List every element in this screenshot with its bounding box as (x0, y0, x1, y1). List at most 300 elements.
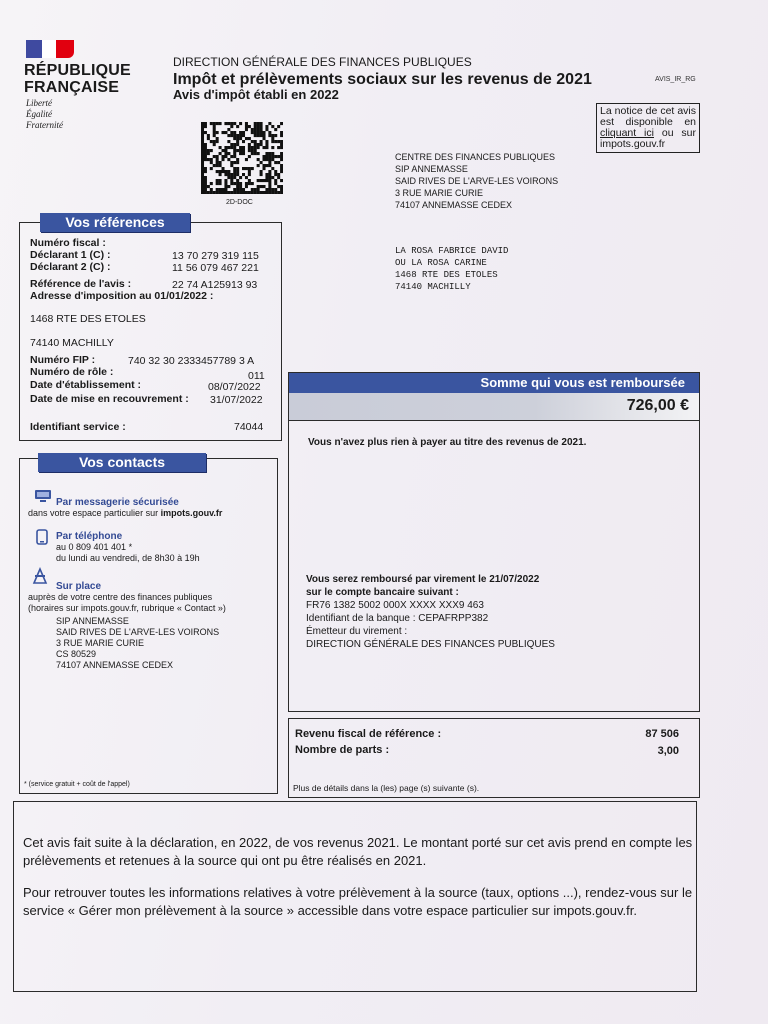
qr-module (233, 182, 236, 185)
qr-module (201, 143, 204, 146)
qr-module (271, 137, 274, 140)
qr-module (277, 140, 280, 143)
qr-module (248, 149, 251, 152)
qr-module (265, 188, 268, 191)
qr-module (233, 167, 236, 170)
phone-icon (36, 529, 48, 545)
qr-module (280, 143, 283, 146)
2d-doc-code (201, 122, 283, 194)
qr-module (216, 155, 219, 158)
qr-module (248, 191, 251, 194)
qr-module (219, 152, 222, 155)
qr-module (207, 191, 210, 194)
qr-module (236, 149, 239, 152)
qr-module (201, 170, 204, 173)
qr-module (227, 134, 230, 137)
qr-module (204, 188, 207, 191)
qr-module (224, 152, 227, 155)
qr-module (201, 185, 204, 188)
qr-module (224, 185, 227, 188)
declarant1-value: 13 70 279 319 115 (172, 250, 259, 262)
refund-amount-bar (289, 393, 699, 421)
refund-title: Somme qui vous est remboursée (289, 373, 699, 393)
qr-module (213, 140, 216, 143)
qr-module (242, 191, 245, 194)
qr-module (236, 191, 239, 194)
qr-module (277, 146, 280, 149)
qr-module (233, 122, 236, 125)
qr-module (274, 173, 277, 176)
role-label: Numéro de rôle : (30, 366, 114, 378)
qr-module (213, 122, 216, 125)
qr-module (233, 146, 236, 149)
qr-module (239, 122, 242, 125)
adresse-line2: 74140 MACHILLY (30, 337, 114, 349)
qr-module (263, 131, 266, 134)
qr-module (245, 182, 248, 185)
qr-module (268, 131, 271, 134)
qr-module (216, 131, 219, 134)
qr-module (201, 173, 204, 176)
qr-module (201, 128, 204, 131)
qr-module (260, 173, 263, 176)
qr-module (201, 134, 204, 137)
qr-module (204, 122, 207, 125)
qr-module (263, 137, 266, 140)
qr-module (271, 146, 274, 149)
document-title: Impôt et prélèvements sociaux sur les revenus de 2021 (173, 71, 592, 88)
qr-module (236, 179, 239, 182)
qr-module (277, 155, 280, 158)
qr-module (271, 176, 274, 179)
qr-module (201, 149, 204, 152)
qr-module (227, 146, 230, 149)
qr-module (230, 182, 233, 185)
qr-module (271, 140, 274, 143)
qr-module (263, 155, 266, 158)
qr-module (222, 170, 225, 173)
qr-module (219, 179, 222, 182)
qr-module (230, 125, 233, 128)
qr-module (227, 185, 230, 188)
qr-module (230, 191, 233, 194)
motto: Liberté Égalité Fraternité (26, 98, 63, 130)
qr-module (260, 122, 263, 125)
qr-module (210, 191, 213, 194)
qr-module (201, 125, 204, 128)
qr-module (257, 179, 260, 182)
qr-module (263, 179, 266, 182)
document-subtitle: Avis d'impôt établi en 2022 (173, 87, 339, 102)
qr-module (213, 125, 216, 128)
qr-module (239, 185, 242, 188)
qr-module (210, 140, 213, 143)
qr-module (271, 158, 274, 161)
qr-module (245, 176, 248, 179)
qr-module (271, 152, 274, 155)
qr-module (257, 185, 260, 188)
qr-module (233, 170, 236, 173)
qr-module (242, 152, 245, 155)
qr-module (216, 179, 219, 182)
qr-module (201, 146, 204, 149)
qr-module (224, 179, 227, 182)
qr-module (242, 131, 245, 134)
qr-module (257, 164, 260, 167)
qr-module (251, 167, 254, 170)
qr-module (254, 125, 257, 128)
qr-module (222, 191, 225, 194)
qr-module (268, 134, 271, 137)
qr-module (239, 137, 242, 140)
recouv-value: 31/07/2022 (210, 394, 263, 406)
qr-module (260, 170, 263, 173)
qr-module (230, 164, 233, 167)
qr-module (204, 170, 207, 173)
qr-module (210, 122, 213, 125)
qr-module (227, 170, 230, 173)
qr-module (236, 158, 239, 161)
qr-module (245, 158, 248, 161)
qr-module (257, 191, 260, 194)
qr-module (257, 143, 260, 146)
qr-module (268, 155, 271, 158)
qr-module (219, 173, 222, 176)
qr-module (254, 152, 257, 155)
qr-module (265, 191, 268, 194)
qr-module (204, 167, 207, 170)
qr-module (219, 182, 222, 185)
qr-module (251, 149, 254, 152)
qr-module (254, 143, 257, 146)
qr-module (222, 167, 225, 170)
qr-module (219, 146, 222, 149)
qr-module (265, 179, 268, 182)
qr-module (265, 173, 268, 176)
references-box (19, 214, 282, 441)
qr-module (224, 173, 227, 176)
qr-module (230, 131, 233, 134)
qr-module (280, 179, 283, 182)
qr-module (260, 131, 263, 134)
qr-module (239, 146, 242, 149)
qr-module (216, 164, 219, 167)
qr-module (254, 131, 257, 134)
qr-module (248, 167, 251, 170)
qr-module (268, 152, 271, 155)
qr-module (274, 188, 277, 191)
fip-label: Numéro FIP : (30, 354, 96, 366)
qr-module (260, 179, 263, 182)
service-value: 74044 (234, 421, 264, 433)
qr-module (204, 152, 207, 155)
document-code: AVIS_IR_RG (655, 76, 696, 83)
qr-module (224, 182, 227, 185)
qr-module (280, 158, 283, 161)
qr-module (277, 161, 280, 164)
qr-module (210, 161, 213, 164)
qr-module (274, 179, 277, 182)
qr-module (230, 176, 233, 179)
fip-value: 740 32 30 2333457789 3 A (128, 355, 255, 367)
qr-module (248, 170, 251, 173)
qr-module (219, 161, 222, 164)
qr-module (224, 149, 227, 152)
qr-module (277, 173, 280, 176)
qr-module (239, 176, 242, 179)
qr-module (230, 179, 233, 182)
adresse-label: Adresse d'imposition au 01/01/2022 : (30, 290, 214, 302)
qr-module (257, 125, 260, 128)
qr-module (280, 134, 283, 137)
rfr-label: Revenu fiscal de référence : (295, 728, 442, 740)
qr-module (254, 140, 257, 143)
qr-module (248, 155, 251, 158)
qr-module (265, 155, 268, 158)
qr-module (227, 176, 230, 179)
qr-module (277, 176, 280, 179)
qr-module (233, 161, 236, 164)
qr-module (280, 164, 283, 167)
adresse-line1: 1468 RTE DES ETOLES (30, 313, 146, 325)
qr-module (245, 125, 248, 128)
qr-module (280, 152, 283, 155)
qr-module (201, 122, 204, 125)
qr-module (233, 155, 236, 158)
qr-module (268, 164, 271, 167)
qr-module (224, 122, 227, 125)
qr-module (271, 191, 274, 194)
qr-module (274, 191, 277, 194)
qr-module (263, 185, 266, 188)
qr-module (248, 182, 251, 185)
qr-module (274, 128, 277, 131)
declarant1-label: Déclarant 1 (C) : (30, 249, 111, 261)
role-value: 011 (248, 370, 265, 382)
refund-box (288, 372, 700, 712)
qr-module (280, 167, 283, 170)
qr-module (263, 191, 266, 194)
qr-module (230, 173, 233, 176)
qr-module (201, 161, 204, 164)
qr-module (280, 146, 283, 149)
qr-module (265, 152, 268, 155)
qr-module (236, 182, 239, 185)
qr-module (230, 155, 233, 158)
qr-module (251, 131, 254, 134)
qr-module (216, 170, 219, 173)
qr-module (263, 167, 266, 170)
qr-module (227, 152, 230, 155)
qr-module (201, 164, 204, 167)
qr-module (260, 191, 263, 194)
qr-module (201, 152, 204, 155)
ref-avis-value: 22 74 A125913 93 (172, 279, 258, 291)
recouv-label: Date de mise en recouvrement : (30, 393, 189, 405)
qr-module (224, 170, 227, 173)
qr-module (210, 188, 213, 191)
qr-module (274, 134, 277, 137)
qr-module (251, 191, 254, 194)
qr-module (219, 188, 222, 191)
qr-module (201, 188, 204, 191)
qr-module (260, 185, 263, 188)
qr-module (257, 134, 260, 137)
qr-module (239, 191, 242, 194)
qr-module (219, 164, 222, 167)
qr-module (204, 179, 207, 182)
qr-module (213, 143, 216, 146)
qr-module (242, 140, 245, 143)
notice-link[interactable]: cliquant ici (600, 127, 654, 139)
qr-module (207, 137, 210, 140)
qr-module (254, 128, 257, 131)
qr-module (207, 158, 210, 161)
qr-module (230, 122, 233, 125)
nothing-to-pay: Vous n'avez plus rien à payer au titre des revenus de 2021. (308, 437, 587, 448)
qr-module (204, 185, 207, 188)
qr-module (213, 134, 216, 137)
qr-module (254, 188, 257, 191)
qr-module (239, 188, 242, 191)
qr-module (233, 143, 236, 146)
contact-sur-place: Sur place auprès de votre centre des finances publiques (horaires sur impots.gouv.fr, rubrique « Contact ») SIP ANNEMASSE SAID RIVES DE L'ARVE-LES VOIRONS 3 RUE MARIE CURIE CS 80529 74107 ANNEMASSE CEDEX (28, 581, 226, 670)
contact-telephone: Par téléphone au 0 809 401 401 * du lundi au vendredi, de 8h30 à 19h (56, 531, 200, 563)
rfr-value: 87 506 (645, 728, 679, 740)
qr-module (271, 125, 274, 128)
contacts-box (19, 454, 278, 794)
qr-module (251, 146, 254, 149)
qr-module (251, 152, 254, 155)
qr-module (260, 128, 263, 131)
qr-module (265, 143, 268, 146)
qr-module (280, 155, 283, 158)
qr-module (239, 149, 242, 152)
fiscal-box (288, 718, 700, 798)
qr-module (242, 188, 245, 191)
qr-module (213, 191, 216, 194)
qr-module (248, 146, 251, 149)
qr-module (242, 167, 245, 170)
qr-module (210, 182, 213, 185)
qr-module (227, 128, 230, 131)
qr-module (227, 158, 230, 161)
qr-module (251, 140, 254, 143)
qr-module (280, 131, 283, 134)
qr-module (248, 173, 251, 176)
qr-module (239, 182, 242, 185)
qr-module (271, 167, 274, 170)
declarant2-value: 11 56 079 467 221 (172, 262, 259, 274)
sender-address: CENTRE DES FINANCES PUBLIQUES SIP ANNEMASSE SAID RIVES DE L'ARVE-LES VOIRONS 3 RUE MARIE CURIE 74107 ANNEMASSE CEDEX (395, 152, 559, 210)
qr-module (265, 125, 268, 128)
qr-module (268, 191, 271, 194)
qr-module (233, 191, 236, 194)
qr-module (224, 155, 227, 158)
qr-module (213, 131, 216, 134)
qr-module (242, 173, 245, 176)
qr-module (236, 140, 239, 143)
dgfip-label: DIRECTION GÉNÉRALE DES FINANCES PUBLIQUES (173, 55, 472, 69)
qr-module (233, 152, 236, 155)
marianne-flag-logo (26, 40, 74, 58)
qr-module (236, 134, 239, 137)
declarant2-label: Déclarant 2 (C) : (30, 261, 111, 273)
qr-module (245, 122, 248, 125)
qr-module (233, 137, 236, 140)
qr-module (254, 122, 257, 125)
qr-module (245, 128, 248, 131)
qr-module (268, 179, 271, 182)
service-label: Identifiant service : (30, 421, 126, 433)
qr-module (207, 149, 210, 152)
qr-module (201, 158, 204, 161)
qr-module (274, 155, 277, 158)
qr-module (268, 173, 271, 176)
qr-module (236, 188, 239, 191)
qr-module (236, 173, 239, 176)
qr-module (207, 152, 210, 155)
qr-module (277, 125, 280, 128)
qr-module (222, 131, 225, 134)
contact-messagerie: Par messagerie sécurisée dans votre espace particulier sur impots.gouv.fr (28, 497, 223, 518)
qr-module (257, 146, 260, 149)
2d-doc-label: 2D-DOC (226, 199, 253, 206)
numero-fiscal-label: Numéro fiscal : (30, 237, 106, 249)
contacts-footnote: * (service gratuit + coût de l'appel) (24, 781, 130, 788)
qr-module (263, 146, 266, 149)
qr-module (236, 170, 239, 173)
qr-module (280, 140, 283, 143)
qr-module (236, 137, 239, 140)
qr-module (236, 167, 239, 170)
details-note: Plus de détails dans la (les) page (s) suivante (s). (293, 783, 480, 793)
recipient-address: LA ROSA FABRICE DAVID OU LA ROSA CARINE 1468 RTE DES ETOLES 74140 MACHILLY (395, 246, 509, 292)
qr-module (230, 161, 233, 164)
qr-module (248, 137, 251, 140)
qr-module (210, 158, 213, 161)
qr-module (257, 158, 260, 161)
contacts-title: Vos contacts (38, 453, 206, 472)
qr-module (242, 149, 245, 152)
qr-module (201, 191, 204, 194)
qr-module (254, 191, 257, 194)
qr-module (257, 188, 260, 191)
qr-module (210, 167, 213, 170)
qr-module (245, 137, 248, 140)
messagerie-link[interactable]: impots.gouv.fr (160, 508, 223, 518)
qr-module (230, 143, 233, 146)
qr-module (219, 191, 222, 194)
qr-module (230, 146, 233, 149)
qr-module (204, 176, 207, 179)
qr-module (230, 134, 233, 137)
qr-module (233, 131, 236, 134)
qr-module (204, 146, 207, 149)
qr-module (227, 173, 230, 176)
qr-module (213, 164, 216, 167)
qr-module (274, 140, 277, 143)
info-paragraph-2: Pour retrouver toutes les informations relatives à votre prélèvement à la source (taux, options ...), rendez-vous sur le service « Gérer mon prélèvement à la source » accessible dans votre espace particulier sur impots.gouv.fr. (23, 885, 693, 918)
qr-module (260, 140, 263, 143)
qr-module (224, 191, 227, 194)
qr-module (268, 185, 271, 188)
qr-module (248, 125, 251, 128)
qr-module (268, 161, 271, 164)
qr-module (222, 188, 225, 191)
qr-module (260, 161, 263, 164)
qr-module (227, 191, 230, 194)
